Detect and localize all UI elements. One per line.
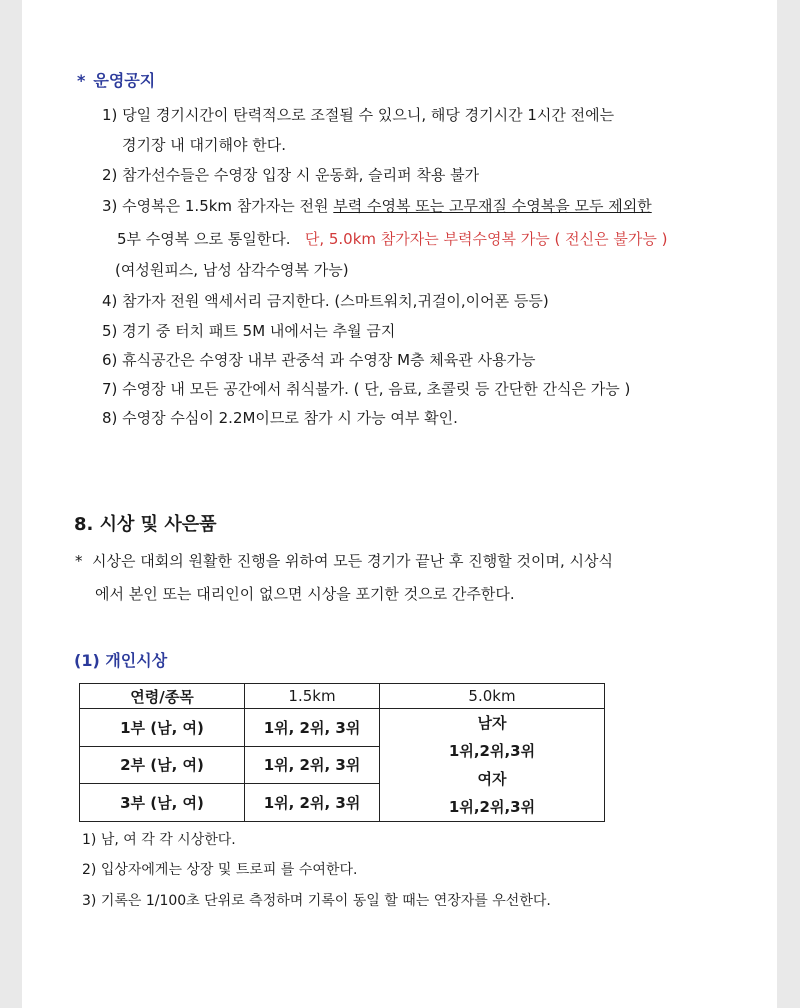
men-label: 남자 — [477, 714, 507, 732]
footnote-3: 3) 기록은 1/100초 단위로 측정하며 기록이 동일 할 때는 연장자를 우선한다. — [82, 893, 551, 909]
section-note-line1 — [75, 550, 613, 571]
notice-title-text: 운영공지 — [93, 71, 156, 90]
notice-item-3-exception: 단, 5.0km 참가자는 부력수영복 가능 ( 전신은 불가능 ) — [304, 230, 668, 248]
notice-item-7: 7) 수영장 내 모든 공간에서 취식불가. ( 단, 음료, 초콜릿 등 간단한 간식은 가능 ) — [102, 380, 631, 398]
rank-cell-1-5km: 1위, 2위, 3위 — [245, 746, 380, 784]
notice-item-5: 5) 경기 중 터치 패트 5M 내에서는 추월 금지 — [102, 322, 396, 340]
notice-item-1: 1) 당일 경기시간이 탄력적으로 조절될 수 있으니, 해당 경기시간 1시간 전에는 — [102, 106, 615, 124]
men-ranks: 1위,2위,3위 — [448, 742, 536, 760]
notice-item-6: 6) 휴식공간은 수영장 내부 관중석 과 수영장 M층 체육관 사용가능 — [102, 351, 536, 369]
header-1-5km: 1.5km — [245, 684, 380, 709]
footnote-1: 1) 남, 여 각 각 시상한다. — [82, 832, 236, 848]
award-table-header — [80, 684, 605, 709]
division-cell: 3부 (남, 여) — [80, 784, 245, 822]
header-5-0km: 5.0km — [380, 684, 605, 709]
document-page — [22, 0, 777, 1008]
notice-title — [77, 68, 155, 91]
women-label: 여자 — [477, 770, 507, 788]
division-cell: 1부 (남, 여) — [80, 709, 245, 747]
division-cell: 2부 (남, 여) — [80, 746, 245, 784]
notice-item-2: 2) 참가선수들은 수영장 입장 시 운동화, 슬리퍼 착용 불가 — [102, 166, 480, 184]
notice-item-3-unify: 5부 수영복 으로 통일한다. — [117, 230, 291, 248]
women-ranks: 1위,2위,3위 — [448, 798, 536, 816]
table-row — [80, 709, 605, 747]
notice-item-3 — [102, 195, 652, 216]
notice-item-3-underlined: 부력 수영복 또는 고무재질 수영복을 모두 제외한 — [333, 197, 652, 215]
rank-cell-1-5km: 1위, 2위, 3위 — [245, 784, 380, 822]
notice-item-4: 4) 참가자 전원 액세서리 금지한다. (스마트워치,귀걸이,이어폰 등등) — [102, 292, 549, 310]
header-division: 연령/종목 — [80, 684, 245, 709]
individual-award-title: (1) 개인시상 — [74, 651, 168, 670]
footnote-2: 2) 입상자에게는 상장 및 트로피 를 수여한다. — [82, 862, 358, 878]
notice-bullet: * — [77, 71, 86, 90]
notice-item-8: 8) 수영장 수심이 2.2M이므로 참가 시 가능 여부 확인. — [102, 409, 458, 427]
award-table — [79, 683, 605, 822]
rank-cell-1-5km: 1위, 2위, 3위 — [245, 709, 380, 747]
rank-cell-5-0km — [380, 709, 605, 822]
notice-item-3-note: (여성원피스, 남성 삼각수영복 가능) — [115, 261, 349, 279]
section-note-bullet: * — [75, 552, 83, 570]
notice-item-1-cont: 경기장 내 대기해야 한다. — [122, 136, 286, 154]
section-title: 8. 시상 및 사은품 — [74, 514, 217, 535]
notice-item-3-start: 3) 수영복은 1.5km 참가자는 전원 — [102, 197, 334, 215]
section-note-line2: 에서 본인 또는 대리인이 없으면 시상을 포기한 것으로 간주한다. — [95, 585, 515, 603]
notice-item-3-cont — [117, 228, 667, 249]
section-note-text: 시상은 대회의 원활한 진행을 위하여 모든 경기가 끝난 후 진행할 것이며, 시상식 — [92, 552, 613, 570]
